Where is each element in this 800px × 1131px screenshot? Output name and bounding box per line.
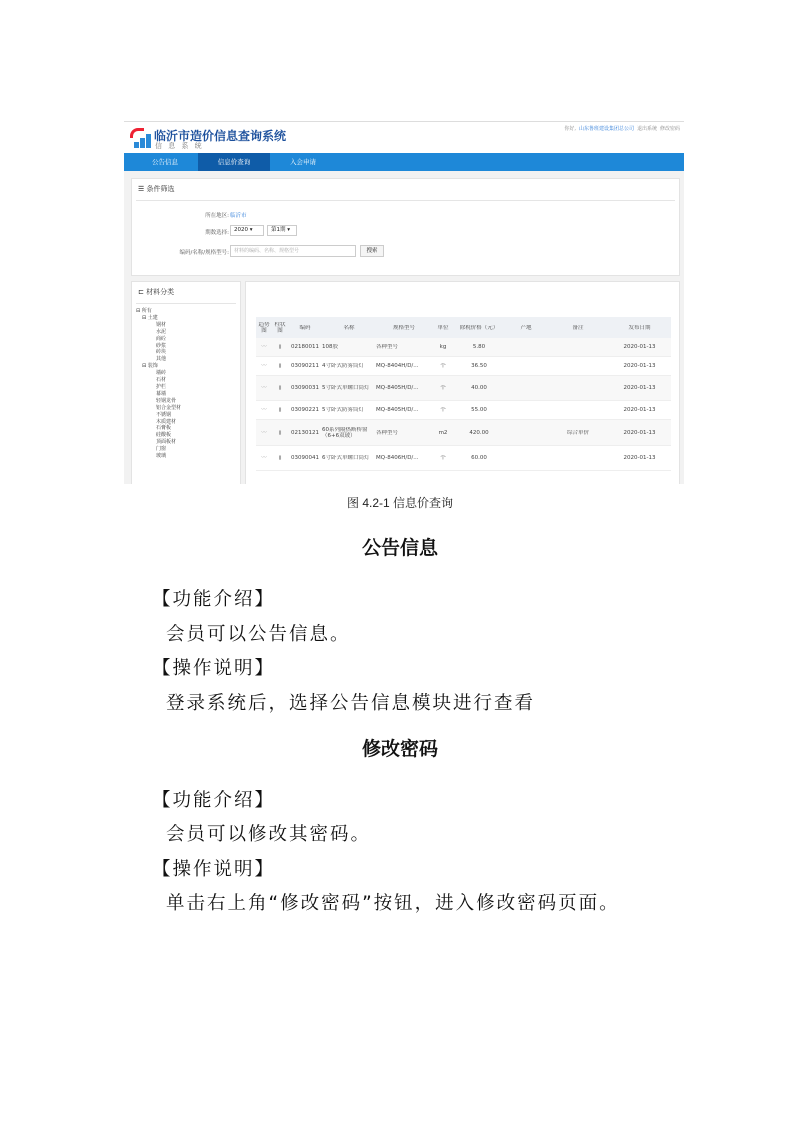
cell-price: 5.80 [472, 344, 486, 350]
col-origin: 产地 [520, 324, 532, 331]
cell-price: 60.00 [471, 455, 487, 461]
user-links [561, 125, 680, 132]
tree-item[interactable]: 石膏板 [156, 425, 172, 432]
tree-item[interactable]: 不锈钢 [156, 411, 172, 418]
filter-title: ☰ 条件筛选 [138, 185, 175, 193]
cell-date: 2020-01-13 [623, 407, 656, 413]
screenshot [124, 121, 684, 484]
filter-icon: ☰ [138, 185, 147, 193]
main-nav [124, 153, 684, 171]
cell-date: 2020-01-13 [623, 363, 656, 369]
cell-spec: 各种型号 [376, 344, 399, 350]
tree-item[interactable]: 砖块 [156, 349, 167, 356]
search-label: 编码/名称/规格型号: [179, 250, 229, 256]
cell-name: 5寸卧式防雾筒灯 [322, 407, 364, 413]
trend-chart-icon[interactable]: 〰 [261, 429, 267, 436]
s1-op-text: 登录系统后，选择公告信息模块进行查看 [166, 693, 536, 714]
tree-item[interactable]: ⊟ 土建 [142, 314, 158, 321]
col-date: 发布日期 [628, 324, 651, 331]
s1-intro-text: 会员可以公告信息。 [166, 624, 351, 645]
col-note: 备注 [572, 324, 584, 331]
filter-panel [131, 178, 680, 276]
bar-chart-icon[interactable]: ▮ [278, 363, 282, 369]
cell-spec: MQ-8405H/D/... [376, 407, 419, 413]
tree-item[interactable]: 水泥 [156, 328, 167, 335]
app-title: 临沂市造价信息查询系统 [154, 129, 287, 143]
cell-name: 6寸卧式单螺口筒灯 [322, 455, 370, 461]
s2-intro-label: 【功能介绍】 [152, 790, 276, 811]
logo-icon [130, 128, 152, 148]
cell-name: 108胶 [322, 344, 338, 350]
cell-name: 4寸卧式防雾筒灯 [322, 363, 364, 369]
cell-name: 60系列隔热断桥窗（6+6双玻） [322, 426, 368, 439]
col-price: 除税价格（元） [459, 324, 499, 331]
region-value[interactable]: 临沂市 [230, 213, 247, 219]
app-subtitle: 信 息 系 统 [155, 142, 204, 150]
category-title: ⊏ 材料分类 [138, 288, 175, 296]
tree-item[interactable]: 门窗 [156, 446, 167, 453]
category-icon: ⊏ [138, 288, 147, 296]
cell-spec: MQ-8404H/D/... [376, 363, 419, 369]
section-title-announcements: 公告信息 [361, 537, 438, 559]
logout-link[interactable]: 退出系统 [636, 126, 657, 132]
cell-unit: 个 [440, 385, 446, 391]
trend-chart-icon[interactable]: 〰 [261, 407, 267, 413]
tree-item[interactable]: 轻钢龙骨 [156, 397, 177, 404]
col-trend: 趋势图 [258, 321, 270, 334]
s1-op-label: 【操作说明】 [152, 658, 276, 679]
category-tree [136, 308, 181, 460]
cell-spec: MQ-8405H/D/... [376, 385, 419, 391]
col-spec: 规格型号 [392, 324, 415, 331]
cell-date: 2020-01-13 [623, 455, 656, 461]
s2-intro-text: 会员可以修改其密码。 [166, 824, 372, 845]
tree-item[interactable]: 幕墙 [156, 390, 167, 397]
table-row [256, 357, 671, 376]
cell-date: 2020-01-13 [623, 344, 656, 350]
cell-name: 5寸卧式单螺口筒灯 [322, 385, 370, 391]
cell-spec: MQ-8406H/D/... [376, 455, 419, 461]
cell-code: 03090221 [291, 407, 319, 413]
region-label: 所在地区: [205, 213, 229, 219]
table-row [256, 338, 671, 357]
period-label: 期数选择: [205, 230, 229, 236]
table-row [256, 401, 671, 420]
price-table [256, 317, 671, 471]
s1-intro-label: 【功能介绍】 [152, 589, 276, 610]
tree-item[interactable]: 硅酸板 [156, 432, 172, 439]
col-unit: 单位 [437, 324, 449, 331]
trend-chart-icon[interactable]: 〰 [261, 344, 267, 350]
cell-price: 36.50 [471, 363, 487, 369]
bar-chart-icon[interactable]: ▮ [278, 407, 282, 413]
tree-item[interactable]: ⊟ 装饰 [142, 363, 158, 370]
cell-price: 40.00 [471, 385, 487, 391]
period-select[interactable]: 第1期 ▾ [267, 225, 297, 236]
table-row [256, 376, 671, 401]
tree-item[interactable]: 墙砖 [156, 370, 167, 377]
nav-price-query[interactable]: 信息价查询 [198, 153, 270, 171]
tree-item[interactable]: 护栏 [156, 383, 167, 390]
figure-caption: 图 4.2-1 信息价查询 [346, 496, 454, 510]
cell-unit: m2 [438, 429, 448, 436]
trend-chart-icon[interactable]: 〰 [261, 363, 267, 369]
cell-spec: 各种型号 [376, 429, 399, 436]
tree-item[interactable]: ⊟ 所有 [136, 308, 152, 314]
table-body [256, 338, 671, 471]
col-bar: 柱状图 [274, 321, 286, 334]
tree-item[interactable]: 钢材 [156, 321, 167, 328]
col-code: 编码 [299, 324, 311, 331]
top-header [124, 122, 684, 153]
col-name: 名称 [343, 324, 355, 331]
tree-item[interactable]: 石材 [156, 377, 167, 384]
nav-announcements[interactable]: 公告信息 [152, 158, 178, 166]
bar-chart-icon[interactable]: ▮ [278, 455, 282, 461]
category-panel [131, 281, 241, 484]
cell-unit: 个 [440, 363, 446, 369]
cell-unit: 个 [440, 407, 446, 413]
bar-chart-icon[interactable]: ▮ [278, 385, 282, 391]
change-password-link[interactable]: 修改密码 [659, 126, 680, 132]
year-select[interactable]: 2020 ▾ [230, 225, 264, 236]
bar-chart-icon[interactable]: ▮ [278, 344, 282, 350]
s2-op-label: 【操作说明】 [152, 859, 276, 880]
cell-code: 02180011 [291, 344, 319, 350]
s2-op-text: 单击右上角“修改密码”按钮，进入修改密码页面。 [166, 893, 620, 914]
greeting: 你好, [564, 126, 576, 132]
table-row [256, 446, 671, 471]
section-title-change-password: 修改密码 [361, 738, 438, 760]
bar-chart-icon[interactable]: ▮ [278, 429, 282, 436]
cell-code: 03090211 [291, 363, 319, 369]
trend-chart-icon[interactable]: 〰 [261, 385, 267, 391]
cell-date: 2020-01-13 [623, 429, 656, 436]
table-header [256, 317, 671, 338]
tree-item[interactable]: 铝合金型材 [156, 404, 182, 411]
trend-chart-icon[interactable]: 〰 [261, 455, 267, 461]
tree-item[interactable]: 砂浆 [156, 342, 167, 349]
cell-price: 55.00 [471, 407, 487, 413]
results-panel [245, 281, 680, 484]
cell-code: 03090041 [291, 455, 319, 461]
company-link[interactable]: 山东鲁班建设集团总公司 [578, 126, 634, 132]
tree-item[interactable]: 商砼 [156, 335, 167, 342]
cell-date: 2020-01-13 [623, 385, 656, 391]
cell-unit: 个 [440, 455, 446, 461]
tree-item[interactable]: 顶面板材 [156, 439, 177, 446]
tree-item[interactable]: 其他 [156, 356, 167, 363]
cell-note: 综合单价 [566, 429, 589, 436]
tree-item[interactable]: 玻璃 [156, 453, 167, 460]
table-row [256, 420, 671, 446]
tree-item[interactable]: 木质建材 [156, 418, 177, 425]
cell-code: 02130121 [291, 429, 319, 436]
search-input[interactable]: 材料的编码、名称、规格型号 [230, 245, 356, 257]
cell-code: 03090031 [291, 385, 319, 391]
cell-price: 420.00 [469, 429, 489, 436]
cell-unit: kg [439, 344, 447, 350]
search-button[interactable]: 搜索 [360, 245, 384, 257]
nav-membership[interactable]: 入会申请 [290, 158, 316, 166]
